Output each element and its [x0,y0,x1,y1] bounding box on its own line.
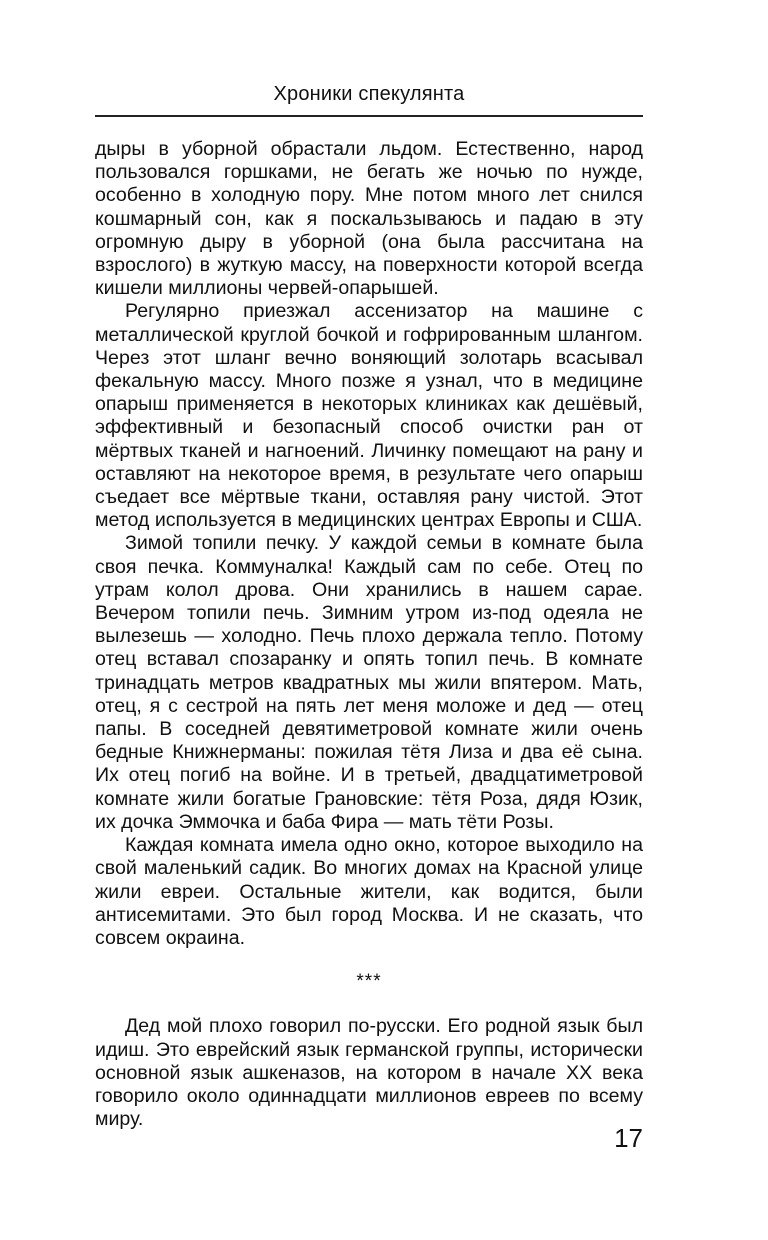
body-text [95,138,643,1131]
paragraph: Дед мой плохо говорил по-русски. Его родной язык был идиш. Это еврейский язык германской группы, исторически основной язык ашкеназов, на котором в начале XX века говорило около одиннадцати миллионов евреев по всему миру. [95,1015,643,1131]
page-number: 17 [614,1123,643,1153]
paragraph-continued: дыры в уборной обрастали льдом. Естественно, народ пользовался горшками, не бегать же ночью по нужде, особенно в холодную пору. Мне потом много лет снился кошмарный сон, как я поскальзываюсь и падаю в эту огромную дыру в уборной (она была рассчитана на взрослого) в жуткую массу, на поверхности которой всегда кишели миллионы червей-опарышей. [95,138,643,300]
paragraph: Регулярно приезжал ассенизатор на машине с металлической круглой бочкой и гофрированным шлангом. Через этот шланг вечно воняющий золотарь всасывал фекальную массу. Много позже я узнал, что в медицине опарыш применяется в некоторых клиниках как дешёвый, эффективный и безопасный способ очистки ран от мёртвых тканей и нагноений. Личинку помещают на рану и оставляют на некоторое время, в результате чего опарыш съедает все мёртвые ткани, оставляя рану чистой. Этот метод используется в медицинских центрах Европы и США. [95,300,643,532]
section-separator: *** [356,971,382,993]
paragraph: Зимой топили печку. У каждой семьи в комнате была своя печка. Коммуналка! Каждый сам по себе. Отец по утрам колол дрова. Они хранились в нашем сарае. Вечером топили печь. Зимним утром из-под одеяла не вылезешь — холодно. Печь плохо держала тепло. Потому отец вставал спозаранку и опять топил печь. В комнате тринадцать метров квадратных мы жили впятером. Мать, отец, я с сестрой на пять лет меня моложе и дед — отец папы. В соседней девятиметровой комнате жили очень бедные Книжнерманы: пожилая тётя Лиза и два её сына. Их отец погиб на войне. И в третьей, двадцатиметровой комнате жили богатые Грановские: тётя Роза, дядя Юзик, их дочка Эммочка и баба Фира — мать тёти Розы. [95,532,643,833]
header-rule [95,115,643,117]
paragraph: Каждая комната имела одно окно, которое выходило на свой маленький садик. Во многих домах на Красной улице жили евреи. Остальные жители, как водится, были антисемитами. Это был город Москва. И не сказать, что совсем окраина. [95,834,643,949]
running-head: Хроники спекулянта [273,83,465,105]
